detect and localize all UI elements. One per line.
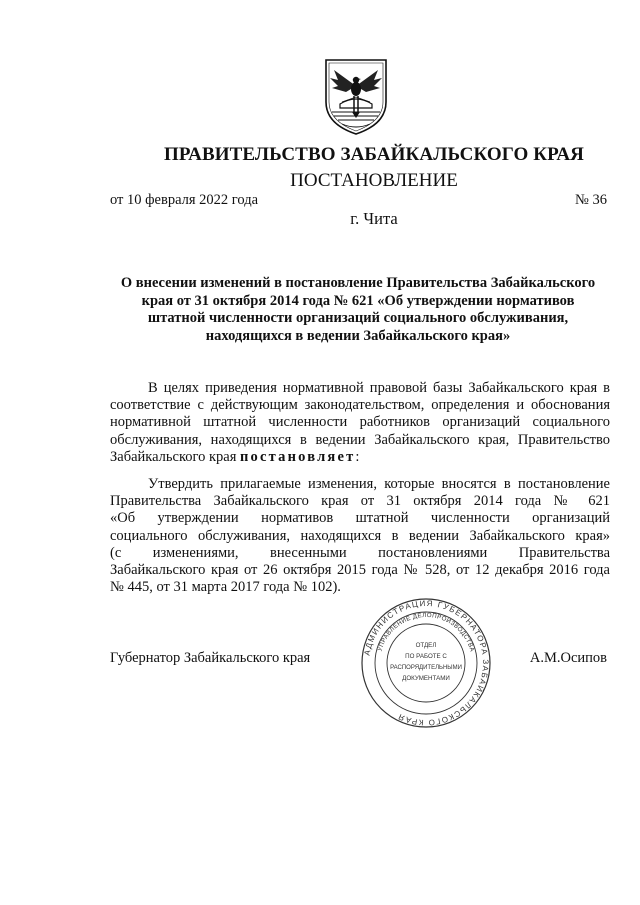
preamble-paragraph (110, 380, 610, 466)
stamp-center-line: ОТДЕЛ (415, 642, 437, 649)
paragraph-line: соответствие с действующим законодательством, определения и обоснования (110, 397, 610, 414)
coat-of-arms-emblem (316, 56, 396, 136)
document-type: ПОСТАНОВЛЕНИЕ (290, 170, 458, 191)
document-number: № 36 (575, 192, 607, 208)
paragraph-line: обслуживания, находящихся в ведении Забайкальского края, Правительство (110, 431, 610, 448)
stamp-center-line: ДОКУМЕНТАМИ (402, 675, 450, 682)
document-date: от 10 февраля 2022 года (110, 192, 259, 208)
paragraph-line: нормативной штатной численности работников организаций социального (110, 414, 610, 431)
paragraph-line: В целях приведения нормативной правовой базы Забайкальского края в (148, 380, 610, 396)
subject-line: О внесении изменений в постановление Правительства Забайкальского (120, 275, 596, 291)
document-subject (108, 275, 608, 345)
paragraph-line (110, 449, 610, 466)
document-city: г. Чита (350, 209, 398, 228)
paragraph-line: № 445, от 31 марта 2017 года № 102). (110, 579, 341, 596)
paragraph-line: «Об утверждении нормативов штатной численности организаций (110, 510, 610, 527)
signer-name: А.М.Осипов (529, 650, 607, 666)
decree-word: постановляет (240, 448, 356, 465)
government-title: ПРАВИТЕЛЬСТВО ЗАБАЙКАЛЬСКОГО КРАЯ (163, 144, 584, 165)
paragraph-line: Правительства Забайкальского края от 31 октября 2014 года № 621 (110, 493, 610, 510)
signer-title: Губернатор Забайкальского края (110, 650, 311, 666)
stamp-center-line: ПО РАБОТЕ С (405, 653, 447, 660)
decree-suffix: : (355, 448, 360, 465)
stamp-center-line: РАСПОРЯДИТЕЛЬНЫМИ (390, 665, 462, 671)
subject-line: края от 31 октября 2014 года № 621 «Об утверждении нормативов (141, 292, 575, 309)
official-stamp (360, 598, 492, 728)
paragraph-line: Утвердить прилагаемые изменения, которые вносятся в постановление (148, 476, 610, 492)
stamp-inner-text: УПРАВЛЕНИЕ ДЕЛОПРОИЗВОДСТВА (376, 611, 476, 653)
subject-line: находящихся в ведении Забайкальского края» (205, 327, 511, 344)
paragraph-line: Забайкальского края от 26 октября 2015 года № 528, от 12 декабря 2016 года (110, 562, 610, 579)
decree-prefix: Забайкальского края (110, 448, 240, 465)
paragraph-line: (с изменениями, внесенными постановлениями Правительства (110, 544, 610, 561)
stamp-outer-text: АДМИНИСТРАЦИЯ ГУБЕРНАТОРА ЗАБАЙКАЛЬСКОГО КРАЯ (362, 598, 491, 728)
paragraph-line: социального обслуживания, находящихся в ведении Забайкальского края» (110, 527, 610, 544)
subject-line: штатной численности организаций социального обслуживания, (147, 310, 569, 326)
operative-paragraph (110, 476, 610, 596)
